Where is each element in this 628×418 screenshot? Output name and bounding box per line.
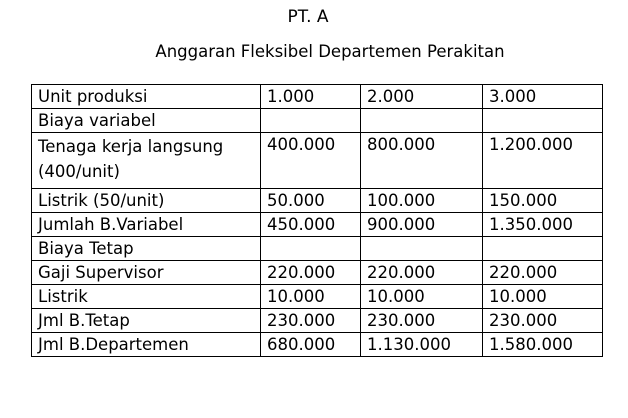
value-cell: 230.000 bbox=[483, 309, 603, 333]
company-name-text: PT. A bbox=[287, 7, 329, 27]
table-row bbox=[32, 213, 603, 237]
value-cell: 220.000 bbox=[261, 261, 361, 285]
table-row bbox=[32, 189, 603, 213]
document-title bbox=[0, 41, 628, 63]
table-row bbox=[32, 285, 603, 309]
table-row bbox=[32, 309, 603, 333]
value-cell: 220.000 bbox=[361, 261, 483, 285]
value-cell bbox=[483, 109, 603, 133]
value-cell bbox=[261, 109, 361, 133]
table-row bbox=[32, 133, 603, 189]
value-cell bbox=[483, 237, 603, 261]
row-label: Gaji Supervisor bbox=[32, 261, 261, 285]
value-cell: 800.000 bbox=[361, 133, 483, 189]
value-cell: 900.000 bbox=[361, 213, 483, 237]
table-row bbox=[32, 109, 603, 133]
value-cell: 10.000 bbox=[483, 285, 603, 309]
value-cell: 230.000 bbox=[261, 309, 361, 333]
row-label: Jumlah B.Variabel bbox=[32, 213, 261, 237]
row-label: Tenaga kerja langsung (400/unit) bbox=[32, 133, 261, 189]
flexible-budget-table bbox=[31, 84, 603, 357]
value-cell: 1.130.000 bbox=[361, 333, 483, 357]
value-cell bbox=[361, 109, 483, 133]
row-label: Unit produksi bbox=[32, 85, 261, 109]
table-row bbox=[32, 85, 603, 109]
table-row bbox=[32, 261, 603, 285]
value-cell bbox=[261, 237, 361, 261]
value-cell: 1.200.000 bbox=[483, 133, 603, 189]
value-cell: 400.000 bbox=[261, 133, 361, 189]
section-label: Biaya variabel bbox=[32, 109, 261, 133]
value-cell: 3.000 bbox=[483, 85, 603, 109]
row-label: Jml B.Departemen bbox=[32, 333, 261, 357]
table-row bbox=[32, 333, 603, 357]
value-cell: 1.000 bbox=[261, 85, 361, 109]
value-cell: 450.000 bbox=[261, 213, 361, 237]
value-cell bbox=[361, 237, 483, 261]
row-label: Jml B.Tetap bbox=[32, 309, 261, 333]
value-cell: 220.000 bbox=[483, 261, 603, 285]
value-cell: 2.000 bbox=[361, 85, 483, 109]
value-cell: 150.000 bbox=[483, 189, 603, 213]
value-cell: 680.000 bbox=[261, 333, 361, 357]
value-cell: 1.350.000 bbox=[483, 213, 603, 237]
section-label: Biaya Tetap bbox=[32, 237, 261, 261]
row-label: Listrik bbox=[32, 285, 261, 309]
value-cell: 50.000 bbox=[261, 189, 361, 213]
table-row bbox=[32, 237, 603, 261]
company-name bbox=[0, 6, 628, 28]
value-cell: 100.000 bbox=[361, 189, 483, 213]
row-label: Listrik (50/unit) bbox=[32, 189, 261, 213]
value-cell: 1.580.000 bbox=[483, 333, 603, 357]
document-title-text: Anggaran Fleksibel Departemen Perakitan bbox=[155, 42, 505, 61]
value-cell: 230.000 bbox=[361, 309, 483, 333]
value-cell: 10.000 bbox=[361, 285, 483, 309]
value-cell: 10.000 bbox=[261, 285, 361, 309]
